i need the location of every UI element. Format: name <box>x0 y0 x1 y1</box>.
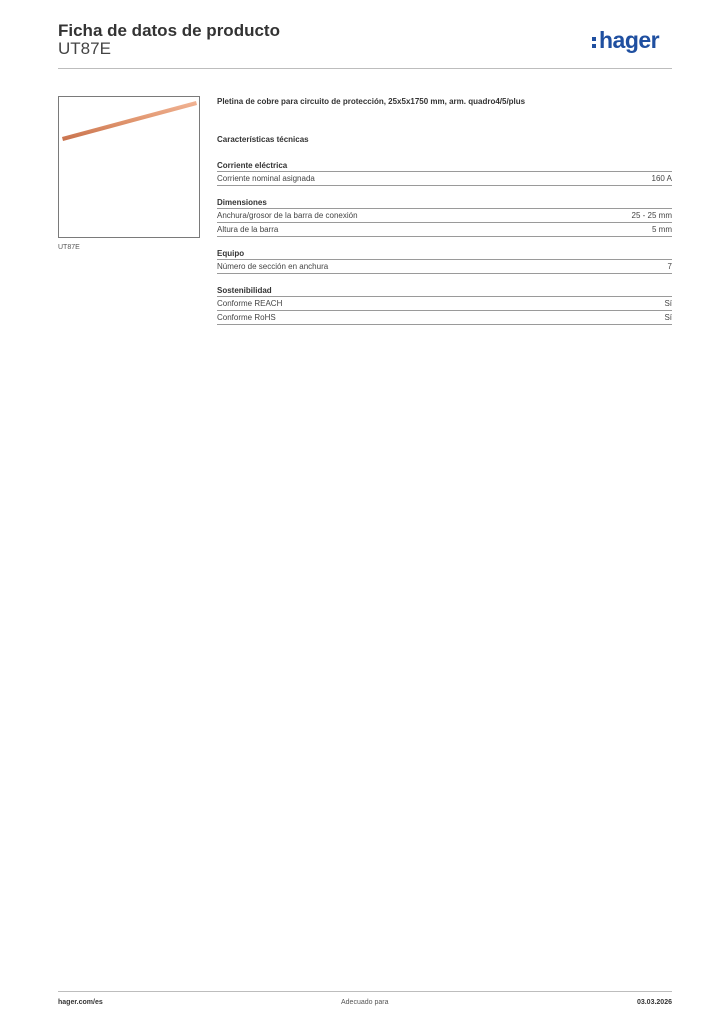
spec-row <box>217 209 672 223</box>
spec-group-dimensions <box>217 198 672 237</box>
spec-panel <box>217 97 672 325</box>
spec-group-sustainability <box>217 286 672 325</box>
spec-group-title: Corriente eléctrica <box>217 161 672 172</box>
product-image <box>58 96 200 238</box>
logo-dots-icon <box>592 32 598 50</box>
spec-label: Número de sección en anchura <box>217 262 329 271</box>
footer-date: 03.03.2026 <box>636 999 672 1006</box>
spec-value: 25 - 25 mm <box>631 211 672 220</box>
logo-text: hager <box>599 27 660 53</box>
spec-group-title: Dimensiones <box>217 198 672 209</box>
product-reference: UT87E <box>58 39 111 58</box>
header-divider <box>58 68 672 69</box>
spec-group-title: Equipo <box>217 249 672 260</box>
spec-label: Conforme REACH <box>217 299 283 308</box>
spec-value: 160 A <box>651 174 672 183</box>
footer-note: Adecuado para <box>341 999 389 1006</box>
footer-divider <box>58 991 672 992</box>
spec-row <box>217 172 672 186</box>
product-description: Pletina de cobre para circuito de protección, 25x5x1750 mm, arm. quadro4/5/plus <box>217 97 526 106</box>
spec-row <box>217 223 672 237</box>
spec-value: 5 mm <box>652 225 672 234</box>
spec-row <box>217 260 672 274</box>
spec-label: Altura de la barra <box>217 225 279 234</box>
spec-row <box>217 311 672 325</box>
spec-value: Sí <box>664 313 672 322</box>
copper-bar-icon <box>59 97 199 237</box>
specs-heading: Características técnicas <box>217 135 309 144</box>
hager-logo <box>592 29 659 52</box>
image-caption: UT87E <box>58 244 80 251</box>
spec-value: Sí <box>664 299 672 308</box>
spec-label: Anchura/grosor de la barra de conexión <box>217 211 358 220</box>
spec-group-equipment <box>217 249 672 274</box>
spec-value: 7 <box>667 262 672 271</box>
spec-group-title: Sostenibilidad <box>217 286 672 297</box>
spec-label: Conforme RoHS <box>217 313 276 322</box>
spec-row <box>217 297 672 311</box>
spec-group-electrical <box>217 161 672 186</box>
page-title: Ficha de datos de producto <box>58 21 280 40</box>
footer-website-link[interactable]: hager.com/es <box>58 999 103 1006</box>
spec-label: Corriente nominal asignada <box>217 174 315 183</box>
